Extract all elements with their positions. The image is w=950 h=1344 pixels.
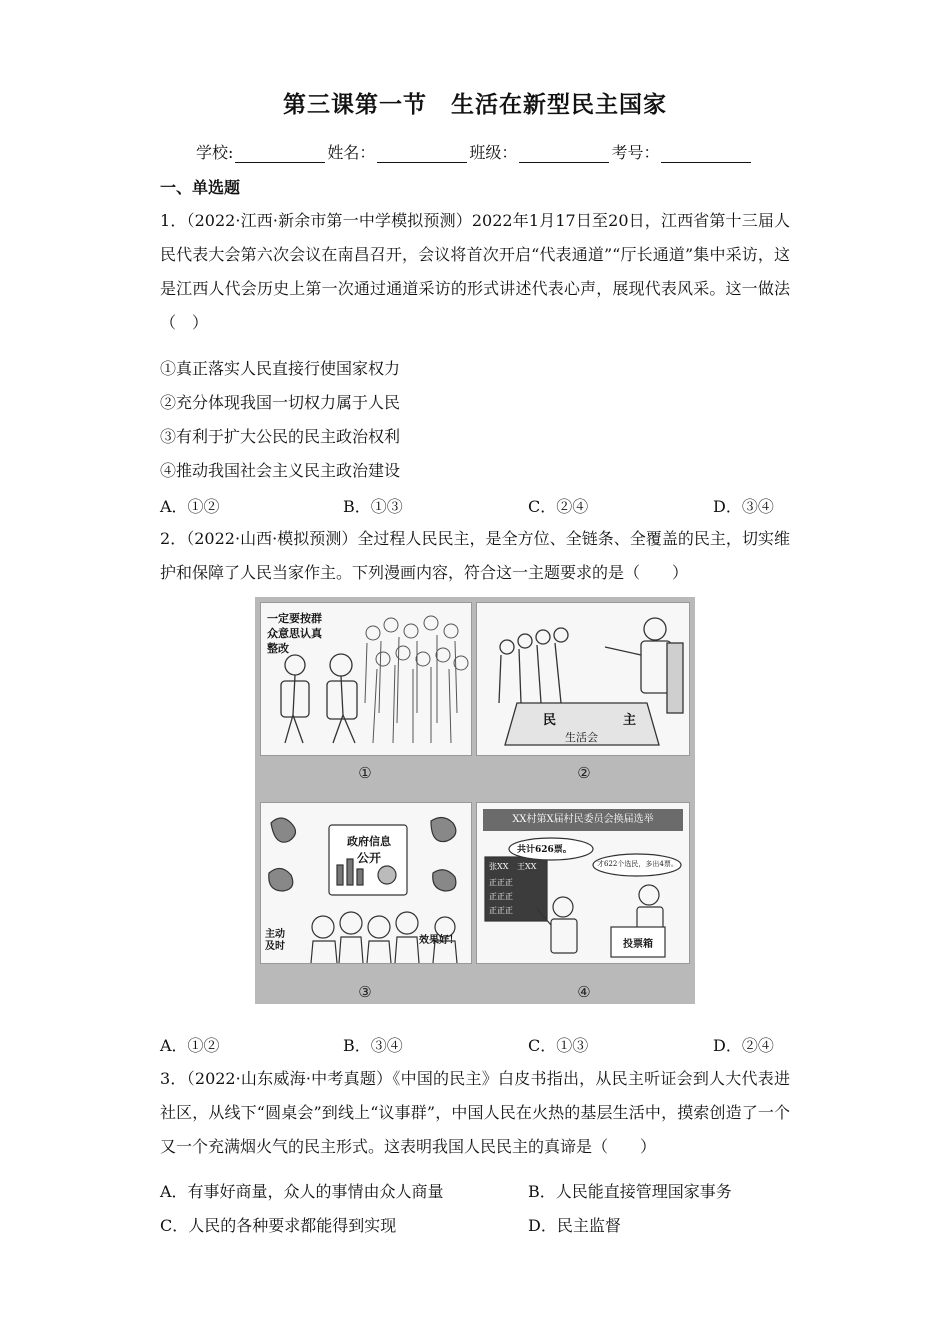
cartoon-panel-2 bbox=[476, 602, 690, 756]
q2-option-a[interactable]: A．①② bbox=[160, 1036, 220, 1055]
p3-screen-text-1: 政府信息 bbox=[347, 835, 391, 848]
q3-option-c[interactable]: C．人民的各种要求都能得到实现 bbox=[160, 1216, 397, 1235]
q3-option-a[interactable]: A．有事好商量，众人的事情由众人商量 bbox=[160, 1182, 444, 1201]
question-2-stem: 2．（2022·山西·模拟预测）全过程人民民主，是全方位、全链条、全覆盖的民主，切实维护和保障了人民当家作主。下列漫画内容，符合这一主题要求的是（ ） bbox=[160, 529, 790, 582]
cartoon-panel-3 bbox=[260, 802, 472, 964]
question-1-stem: 1．（2022·江西·新余市第一中学模拟预测）2022年1月17日至20日，江西省第十三届人民代表大会第六次会议在南昌召开，会议将首次开启“代表通道”“厅长通道”集中采访，这是江西人代会历史上第一次通过通道采访的形式讲述代表心声，展现代表风采。这一做法（ ） bbox=[160, 211, 790, 332]
question-3-stem: 3．（2022·山东威海·中考真题）《中国的民主》白皮书指出，从民主听证会到人大代表进社区，从线下“圆桌会”到线上“议事群”，中国人民在火热的基层生活中，摸索创造了一个又一个充满烟火气的民主形式。这表明我国人民民主的真谛是（ ） bbox=[160, 1069, 790, 1156]
page-title: 第三课第一节 生活在新型民主国家 bbox=[283, 92, 667, 118]
p2-word-min: 民 bbox=[543, 713, 557, 728]
p4-ballot-box-label: 投票箱 bbox=[623, 939, 653, 950]
p4-board-name-2: 王XX bbox=[517, 862, 537, 871]
section-heading: 一、单选题 bbox=[160, 178, 241, 197]
p4-tally-3: 正正正 bbox=[489, 906, 513, 915]
q2-option-c[interactable]: C．①③ bbox=[528, 1036, 589, 1055]
name-label: 姓名： bbox=[327, 143, 376, 162]
q1-option-a[interactable]: A．①② bbox=[160, 497, 220, 516]
p2-word-shenghuohui: 生活会 bbox=[565, 731, 598, 744]
p4-tally-1: 正正正 bbox=[489, 878, 513, 887]
q1-option-c[interactable]: C．②④ bbox=[528, 497, 589, 516]
student-info-line bbox=[196, 140, 753, 163]
p4-banner: XX村第X届村民委员会换届选举 bbox=[483, 809, 683, 831]
q2-option-d[interactable]: D．②④ bbox=[713, 1036, 774, 1055]
p3-side-left: 主动及时 bbox=[265, 929, 285, 952]
exam-no-label: 考号： bbox=[611, 143, 660, 162]
class-label: 班级： bbox=[469, 143, 518, 162]
exam-no-blank[interactable] bbox=[661, 146, 751, 163]
p3-side-right: 效果好！ bbox=[419, 935, 459, 946]
p2-word-zhu: 主 bbox=[623, 713, 637, 728]
q1-statement-3: ③有利于扩大公民的民主政治权利 bbox=[160, 427, 401, 446]
p1-caption: 一定要按群众意思认真整改 bbox=[267, 612, 322, 655]
school-label: 学校: bbox=[196, 143, 234, 162]
cartoon-panel-4 bbox=[476, 802, 690, 964]
q3-option-d[interactable]: D．民主监督 bbox=[528, 1216, 621, 1235]
q2-option-b[interactable]: B．③④ bbox=[343, 1036, 403, 1055]
class-blank[interactable] bbox=[519, 146, 609, 163]
q1-statement-4: ④推动我国社会主义民主政治建设 bbox=[160, 461, 401, 480]
cartoon-panel-1 bbox=[260, 602, 472, 756]
p4-bubble-2: 才622个选民，多出4票。 bbox=[597, 860, 678, 868]
q1-statement-2: ②充分体现我国一切权力属于人民 bbox=[160, 393, 401, 412]
q1-statement-1: ①真正落实人民直接行使国家权力 bbox=[160, 359, 401, 378]
p3-screen-text-2: 公开 bbox=[356, 851, 381, 865]
q1-option-b[interactable]: B．①③ bbox=[343, 497, 403, 516]
cartoon-figure bbox=[255, 597, 695, 1004]
p1-drawing bbox=[261, 603, 471, 755]
p4-board-name-1: 张XX bbox=[489, 862, 509, 871]
name-blank[interactable] bbox=[377, 146, 467, 163]
panel-label-1: ① bbox=[358, 764, 372, 782]
q3-option-b[interactable]: B．人民能直接管理国家事务 bbox=[528, 1182, 732, 1201]
school-blank[interactable] bbox=[235, 146, 325, 163]
p4-bubble-1: 共计626票。 bbox=[517, 845, 572, 855]
p4-tally-2: 正正正 bbox=[489, 892, 513, 901]
panel-label-2: ② bbox=[577, 764, 591, 782]
panel-label-3: ③ bbox=[358, 983, 372, 1001]
q1-option-d[interactable]: D．③④ bbox=[713, 497, 774, 516]
panel-label-4: ④ bbox=[577, 983, 591, 1001]
